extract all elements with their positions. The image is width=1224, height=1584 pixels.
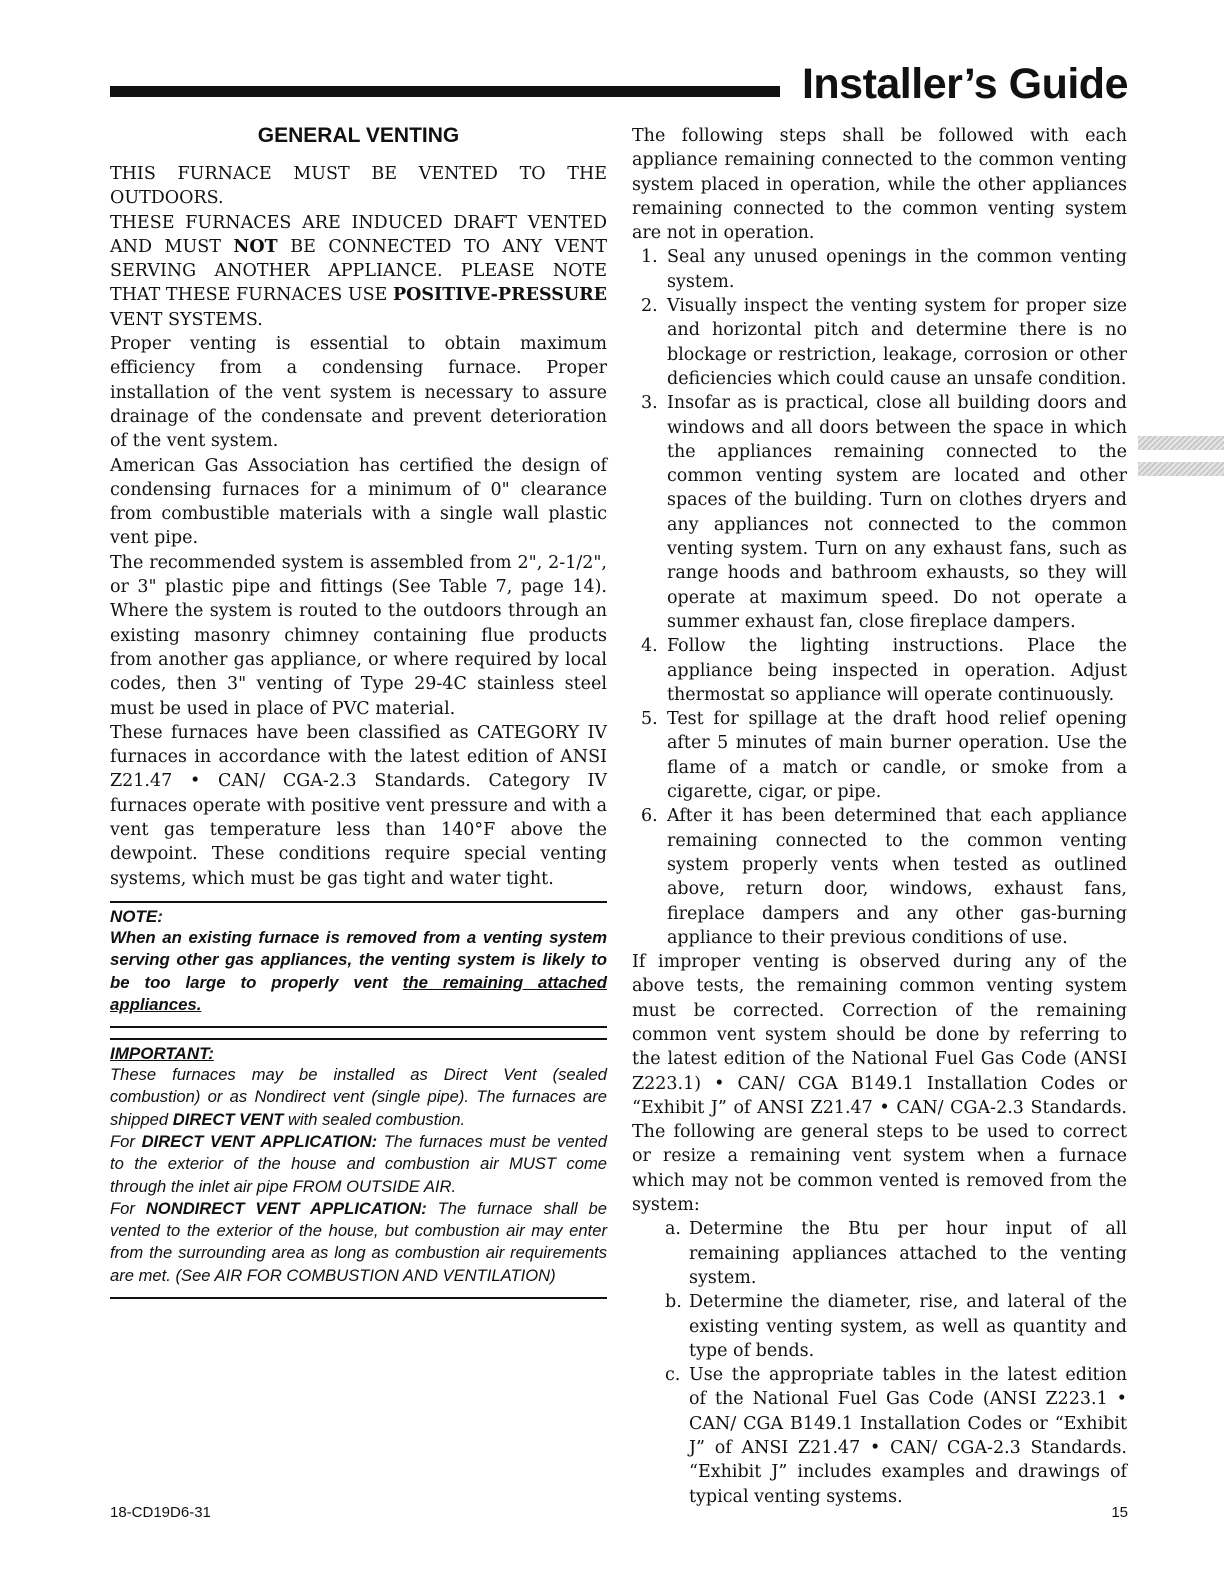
important-top-rule (110, 1038, 607, 1040)
substeps-list (632, 1217, 1127, 1509)
paragraph-induced-draft (110, 211, 607, 332)
list-letter: c. (665, 1365, 681, 1386)
list-letter: b. (665, 1292, 682, 1313)
list-text: Follow the lighting instructions. Place the appliance being inspected in operation. Adjust thermostat so appliance will operate continuously. (667, 636, 1127, 705)
list-text: Test for spillage at the draft hood relief opening after 5 minutes of main burner operation. Use the flame of a match or candle, or smoke from a cigarette, cigar, or pipe. (667, 709, 1127, 803)
important-bottom-rule (110, 1297, 607, 1299)
side-tab-marker (1138, 462, 1224, 476)
text-run: with sealed combustion. (283, 1109, 466, 1129)
note-box (110, 901, 607, 1028)
note-top-rule (110, 901, 607, 903)
steps-list (632, 245, 1127, 950)
paragraph-steps-intro: The following steps shall be followed with each appliance remaining connected to the common venting system placed in operation, while the other appliances remaining connected to the common venting system are not in operation. (632, 126, 1127, 244)
text-run: When an existing furnace is removed from a venting system serving other gas appliances, the venting system is likely to be too large to properly vent (110, 927, 607, 992)
text-run: The furnaces must be vented to the exterior of the house and combustion air MUST come through the inlet air pipe FROM OUTSIDE AIR. (110, 1131, 607, 1196)
paragraph-category-iv: These furnaces have been classified as CATEGORY IV furnaces in accordance with the latest edition of ANSI Z21.47 • CAN/ CGA-2.3 Standards. Category IV furnaces operate with positive vent pressure and with a vent gas temperature less than 140°F above the dewpoint. These conditions require special venting systems, which must be gas tight and water tight. (110, 722, 607, 889)
text-run: The furnace shall be vented to the exterior of the house, but combustion air may enter from the surrounding area as long as combustion air requirements are met. (See AIR FOR COMBUSTION AND VENTILATION) (110, 1198, 607, 1285)
list-text: Use the appropriate tables in the latest edition of the National Fuel Gas Code (ANSI Z223.1 • CAN/ CGA B149.1 Installation Codes or “Exhibit J” of ANSI Z21.47 • CAN/ CGA-2.3 Standards. “Exhibit J” includes examples and drawings of typical venting systems. (689, 1365, 1127, 1507)
list-item (632, 804, 1127, 950)
list-text: Determine the Btu per hour input of all remaining appliances attached to the venting system. (689, 1219, 1127, 1288)
list-item (632, 391, 1127, 634)
list-number: 6. (641, 806, 658, 827)
important-text-2 (110, 1131, 607, 1198)
text-run: For (110, 1131, 142, 1151)
important-title: IMPORTANT: (110, 1044, 214, 1064)
document-id: 18-CD19D6-31 (110, 1504, 211, 1521)
list-number: 2. (641, 296, 658, 317)
paragraph-improper-venting: If improper venting is observed during any of the above tests, the remaining common venting system must be corrected. Correction of the remaining common vent system should be done by referring to the latest edition of the National Fuel Gas Code (ANSI Z223.1) • CAN/ CGA B149.1 Installation Codes or “Exhibit J” of ANSI Z21.47 • CAN/ CGA-2.3 Standards. The following are general steps to be used to correct or resize a remaining vent system when a furnace which may not be common vented is removed from the system: (632, 952, 1127, 1216)
important-text-3 (110, 1198, 607, 1287)
text-bold: DIRECT VENT APPLICATION: (141, 1131, 378, 1151)
important-box (110, 1038, 607, 1299)
list-text: Visually inspect the venting system for proper size and horizontal pitch and determine there is no blockage or restriction, leakage, corrosion or other deficiencies which could cause an unsafe condition. (667, 296, 1127, 389)
note-bottom-rule (110, 1026, 607, 1028)
list-letter: a. (665, 1219, 681, 1240)
paragraph-aga: American Gas Association has certified the design of condensing furnaces for a minimum of 0" clearance from combustible materials with a single wall plastic vent pipe. (110, 455, 607, 549)
list-item (632, 1290, 1127, 1363)
side-tab-marker (1138, 436, 1224, 450)
text-bold: POSITIVE-PRESSURE (392, 285, 607, 306)
list-item (632, 245, 1127, 294)
page-number: 15 (1111, 1504, 1128, 1521)
note-text (110, 927, 607, 1016)
left-column (110, 122, 607, 1299)
paragraph-outdoors: THIS FURNACE MUST BE VENTED TO THE OUTDOORS. (110, 164, 607, 209)
list-item (632, 294, 1127, 391)
list-text: Insofar as is practical, close all building doors and windows and all doors between the space in which the appliances remaining connected to the common venting system are located and other spaces of the building. Turn on clothes dryers and any appliances not connected to the common venting system. Turn on any exhaust fans, such as range hoods and bathroom exhausts, so they will operate at maximum speed. Do not operate a summer exhaust fan, close fireplace dampers. (667, 393, 1127, 632)
list-text: Determine the diameter, rise, and lateral of the existing venting system, as well as quantity and type of bends. (689, 1292, 1127, 1361)
list-text: Seal any unused openings in the common venting system. (667, 247, 1127, 292)
list-number: 4. (641, 636, 658, 657)
text-bold: NOT (233, 236, 278, 257)
list-text: After it has been determined that each appliance remaining connected to the common venting system properly vents when tested as outlined above, return door, windows, exhaust fans, fireplace dampers and any other gas-burning appliance to their previous conditions of use. (667, 806, 1127, 948)
text-bold: NONDIRECT VENT APPLICATION: (145, 1198, 427, 1218)
text-run: VENT SYSTEMS. (110, 309, 263, 330)
text-run: BE CONNECTED TO ANY VENT SERVING ANOTHER APPLIANCE. PLEASE NOTE THAT THESE FURNACES USE (110, 236, 608, 306)
paragraph-proper-venting: Proper venting is essential to obtain maximum efficiency from a condensing furnace. Proper installation of the vent system is necessary to assure drainage of the condensate and prevent deterioration of the vent system. (110, 334, 607, 452)
header-rule (110, 86, 780, 97)
list-item (632, 707, 1127, 804)
text-bold: DIRECT VENT (172, 1109, 284, 1129)
list-item (632, 634, 1127, 707)
text-run: THESE FURNACES ARE INDUCED DRAFT VENTED AND MUST (110, 212, 607, 257)
list-item (632, 1363, 1127, 1509)
list-number: 1. (641, 247, 658, 268)
text-run: For (110, 1198, 146, 1218)
text-underlined: the remaining attached appliances. (110, 972, 607, 1014)
important-text-1 (110, 1064, 607, 1131)
page-title: Installer’s Guide (801, 60, 1128, 108)
right-column (632, 124, 1127, 1509)
paragraph-recommended-system: The recommended system is assembled from 2", 2-1/2", or 3" plastic pipe and fittings (See Table 7, page 14). Where the system is routed to the outdoors through an existing masonry chimney containing flue products from another gas appliance, or where required by local codes, then 3" venting of Type 29-4C stainless steel must be used in place of PVC material. (110, 552, 607, 719)
list-item (632, 1217, 1127, 1290)
section-heading: GENERAL VENTING (257, 124, 460, 147)
text-run: These furnaces may be installed as Direct Vent (sealed combustion) or as Nondirect vent (single pipe). The furnaces are shipped (110, 1065, 607, 1129)
note-title: NOTE: (110, 906, 163, 926)
list-number: 3. (641, 393, 658, 414)
list-number: 5. (641, 709, 658, 730)
